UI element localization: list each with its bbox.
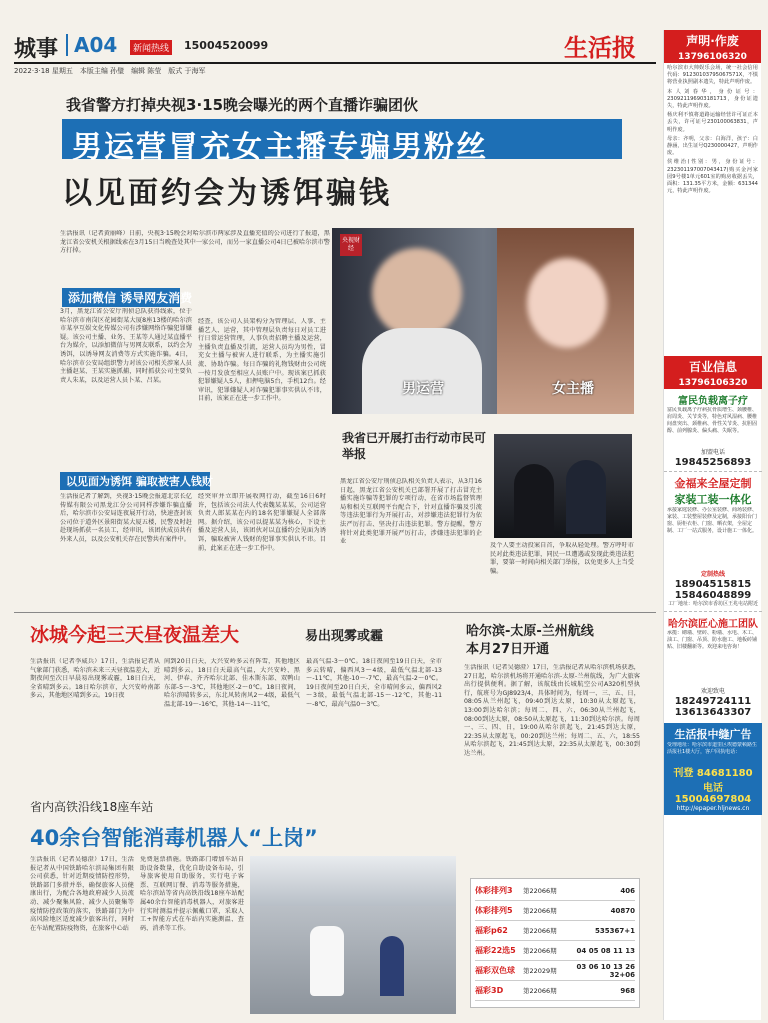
ad3-title: 哈尔滨匠心施工团队 bbox=[668, 619, 758, 630]
lottery-numbers: 40870 bbox=[610, 906, 635, 915]
ad4-website[interactable]: http://epaper.hljnews.cn bbox=[676, 805, 750, 812]
lottery-issue: 第22029期 bbox=[523, 967, 557, 975]
male-body bbox=[362, 328, 482, 414]
ad-classified bbox=[664, 723, 762, 815]
robot-kicker: 省内高铁沿线18座车站 bbox=[30, 800, 154, 814]
male-face bbox=[372, 248, 462, 338]
lottery-numbers: 968 bbox=[620, 986, 635, 995]
paper-logo: 生活报 bbox=[564, 33, 636, 62]
ad-construction bbox=[664, 611, 762, 721]
ad3-text: 承揽：砌墙、壁砖、粉墙、水电、木工、油工、门窗、吊顶、防水施工、地板砖铺贴、旧楼翻新等。欢迎来电咨询！ bbox=[667, 630, 758, 650]
section-name: 城事 bbox=[14, 36, 59, 62]
notice-item: 侯维治(性别：男，身份证号：232301197007043417)购买金河家园9号楼1单元601室的购房收据丢失，面积：131.35平方米，金额：631344元，特此声明作废。 bbox=[667, 159, 758, 195]
ad2-title-2: 家装工装一体化 bbox=[674, 493, 752, 506]
ad1-label: 加盟电话 bbox=[700, 449, 725, 456]
notice-item: 母亲：齐明，父亲：白海洋，孩子：白静涵，出生证号Q230000427，声明作废。 bbox=[667, 135, 758, 157]
ad2-text: 承接家庭装修、办公室装修、商场装修、家装、工装整屋装修及定制，承接阳台门窗、厨柜衣柜、门窗、晒衣架，全屋定制、工厂一站式服务，设计施工一体化。 bbox=[667, 507, 758, 534]
notice-item: 本人刘春华，身份证号：230921196903181713，身份证遗失，特此声明作废。 bbox=[667, 88, 758, 110]
lottery-game: 福彩3D bbox=[475, 986, 504, 995]
lead-headline-2: 以见面约会为诱饵骗钱 bbox=[62, 176, 392, 211]
tv-logo: 央视财经 bbox=[340, 234, 362, 256]
lead-text-3: 生活报记者了解到，央视3·15晚会报道北京长亿传媒有限公司黑龙江分公司同样涉嫌诈骗直播后，哈尔滨市公安局连夜展开行动，快速查封该公司位于道外区景阳街某大厦五楼，民警及时赶赴现场抓获一名员工，经审讯，该团伙成员共有外来人员，以及公安机关存在民警共有案件中。 bbox=[60, 493, 192, 543]
robot-col-1: 生活报讯（记者吴德澄）17日，生活报记者从中国铁路哈尔滨局集团有限公司获悉，针对近期疫情防控形势，铁路部门多措并举，确保旅客人员健康出行，为配合各地政府减少人员流动、减少聚集风险、减少人员聚集等疫情防控政策的落实，铁路部门为中高风险地区适度减少旅客出行，同时在车站配置防疫物资，在旅客中心站 bbox=[30, 856, 134, 932]
flight-text: 生活报讯（记者吴德澄）17日，生活报记者从哈尔滨机场获悉，27日起，哈尔滨机场将开通哈尔滨-太原-兰州航线，为广大旅客出行提供便利。据了解，该航线由长城航空公司A320机型执行，航班号为GJ8923/4，具体时间为，每周一、三、五、日，08:05从兰州起飞，09:40到达太原，10:30从太原起飞，13:00到达哈尔滨；每周二、四、六，06:30从兰州起飞，08:00到达太原，08:50从太原起飞，11:30到达哈尔滨。每周一、三、四、日，19:00从哈尔滨起飞，21:45到达太原，22:35从太原起飞，00:20到达兰州；每周二、五、六，18:55从哈尔滨起飞，21:45到达太原，22:35从太原起飞，00:30到达兰州。 bbox=[464, 664, 640, 757]
lottery-issue: 第22066期 bbox=[523, 887, 557, 895]
lottery-issue: 第22066期 bbox=[523, 947, 557, 955]
lottery-numbers: 03 06 10 13 26 32+06 bbox=[576, 962, 635, 979]
section-rule bbox=[14, 612, 656, 613]
date-line: 2022·3·18 星期五 本版主编 孙璧 编辑 陈莹 版式 于海军 bbox=[14, 67, 206, 75]
lottery-issue: 第22066期 bbox=[523, 927, 557, 935]
hotline-number: 15004520099 bbox=[184, 39, 269, 52]
station-photo bbox=[250, 856, 456, 1014]
info-title: 百业信息 bbox=[664, 356, 762, 377]
flight-title-1: 哈尔滨-太原-兰州航线 bbox=[466, 624, 594, 639]
flight-title-2: 本月27日开通 bbox=[466, 642, 550, 657]
lead-kicker: 我省警方打掉央视3·15晚会曝光的两个直播诈骗团伙 bbox=[66, 96, 419, 114]
info-phone: 13796106320 bbox=[664, 377, 762, 389]
lottery-issue: 第22066期 bbox=[523, 987, 557, 995]
ad4-phone-2: 15004697804 bbox=[674, 794, 752, 805]
ad1-title: 富民负载离子疗 bbox=[678, 396, 748, 407]
notice-list bbox=[664, 63, 761, 199]
lottery-row bbox=[475, 881, 635, 901]
lead-headline-bar bbox=[62, 119, 622, 165]
lead-subhead-2: 以见面为诱饵 骗取被害人钱财 bbox=[60, 472, 210, 490]
ad3-phone-2: 13613643307 bbox=[674, 707, 752, 718]
robot-figure bbox=[310, 926, 344, 996]
lottery-rows bbox=[475, 881, 635, 1001]
lottery-row bbox=[475, 941, 635, 961]
ad4-phone-1: 84681180 bbox=[696, 768, 753, 779]
lottery-row bbox=[475, 901, 635, 921]
notice-item: 哈尔滨市大帅娱乐会场，统一社会信用代码：91230103795067571X，不慎将营业执照副本遗失，特此声明作废。 bbox=[667, 65, 758, 86]
notice-item: 杨庆利不慎将道路运输经营许可证正本丢失，许可证号230100063831，声明作废。 bbox=[667, 112, 758, 133]
weather-col-2: 间到20日白天，大兴安岭多云有阵雪，其他地区晴到多云。18日白天最高气温，大兴安岭、黑河、伊春、齐齐哈尔北部、佳木斯东部、双鸭山东部-5～-3℃，其他地区-2～0℃。18日夜间，哈尔滨晴转多云，东北风转南风2～4级，最低气温北部-19～-16℃，其他-14～-11℃， bbox=[164, 658, 300, 708]
robot-headline: 40余台智能消毒机器人“上岗” bbox=[30, 826, 318, 850]
weather-col-3: 最高气温-3～0℃。18日夜间至19日白天，全市多云转晴，偏西风3～4级，最低气温北部-13～-11℃，其他-10～-7℃，最高气温-2～0℃。19日夜间至20日白天，全市晴间多云，偏西风2～3级，最低气温北部-15～-12℃，其他-11～-8℃，最高气温0～3℃。 bbox=[306, 658, 442, 708]
ad3-label: 欢迎致电 bbox=[700, 688, 725, 695]
arrest-photo bbox=[494, 434, 632, 538]
ad2-phone-2: 15846048899 bbox=[674, 590, 752, 601]
divider bbox=[66, 34, 68, 56]
ad-decoration bbox=[664, 471, 762, 611]
suspect-figure bbox=[514, 464, 554, 534]
notice-phone: 13796106320 bbox=[664, 51, 761, 63]
caption-male: 男运营 bbox=[402, 381, 444, 397]
ad2-address: 工厂地址：哈尔滨市香坊区王兆屯站附近 bbox=[667, 601, 758, 607]
lottery-row bbox=[475, 981, 635, 1001]
ad-healthcare bbox=[664, 389, 762, 471]
lottery-game: 体彩排列5 bbox=[475, 906, 513, 915]
lottery-game: 福彩22选5 bbox=[475, 946, 516, 955]
lead-subhead-1: 添加微信 诱导网友消费 bbox=[62, 288, 180, 307]
weather-title: 冰城今起三天昼夜温差大 bbox=[30, 624, 240, 646]
lottery-numbers: 406 bbox=[620, 886, 635, 895]
lottery-row bbox=[475, 921, 635, 941]
hotline-tag: 新闻热线 bbox=[130, 40, 172, 55]
box-text-1: 黑龙江省公安厅刑侦总队相关负责人表示，从3月16日起，黑龙江省公安机关已部署开展了打击冒充主播实施诈骗等犯罪的专项行动，在省市场监督管理局和相关互联网平台配合下，针对直播诈骗及引流等违法犯罪行为开展打击，对涉嫌违法犯罪行为依法严厉打击、坚决打击违法犯罪。警方提醒，警方将针对此类犯罪开展严厉打击，涉嫌违法犯罪的企业 bbox=[340, 478, 482, 546]
ad2-label: 定制热线 bbox=[700, 571, 725, 578]
female-face bbox=[527, 258, 607, 348]
notice-title: 声明·作废 bbox=[664, 30, 761, 51]
lead-text-4: 经突审并立即开展收网行动，截至16日6时许，包括该公司法人代表魏某某某，公司运营负责人郎某某在内的18名犯罪嫌疑人全部落网。据介绍，该公司以提某某为核心，下设主播及运营人员，该团伙对以直播约会见面为诱饵，骗取被害人钱财的犯罪事实供认不讳。目前，此案正在进一步工作中。 bbox=[198, 493, 326, 552]
page-number: A04 bbox=[74, 33, 118, 57]
caption-female: 女主播 bbox=[552, 381, 594, 397]
lottery-issue: 第22066期 bbox=[523, 907, 557, 915]
lottery-numbers: 04 05 08 11 13 bbox=[576, 946, 635, 955]
lead-text-1: 3月，黑龙江省公安厅刑侦总队获得线索，位于哈尔滨市南岗区花园街某大厦8座13楼的哈尔滨市某享互娱文化传媒公司有涉嫌网络诈骗犯罪嫌疑。该公司主播、业务、王某等人通过某直播平台为媒介，以添加微信与男网友联系，以约会为诱饵，以诱导网友消费等方式实施诈骗。4日，哈尔滨市公安局组织警力对该公司相关涉案人员主播赵某、王某实施抓捕，同时抓获公司主要负责人朱某，以及运营人员卜某、吕某。 bbox=[60, 308, 192, 384]
ad4-phone-label-2: 电话 bbox=[703, 783, 723, 794]
lottery-table bbox=[470, 878, 640, 1008]
weather-col-1: 生活报讯（记者李威兵）17日，生活报记者从气象部门获悉，哈尔滨未来三天昼夜温差大，近期夜间至次日早晨易出现雾或霾，18日白天，全省晴到多云。18日哈尔滨市，大兴安岭南部多云，其他地区晴到多云。19日夜 bbox=[30, 658, 160, 700]
ad4-text: 受理地址：哈尔滨市道里区埃德蒙顿路生活报社1楼大厅，客户回执电话： bbox=[667, 742, 758, 755]
lottery-row bbox=[475, 961, 635, 981]
ad2-phone-1: 18904515815 bbox=[674, 579, 752, 590]
lottery-game: 福彩p62 bbox=[475, 926, 508, 935]
ad2-title-1: 金福来全屋定制 bbox=[674, 477, 752, 490]
lead-photo bbox=[332, 228, 634, 414]
lottery-numbers: 535367+1 bbox=[595, 926, 635, 935]
weather-subtitle: 易出现雾或霾 bbox=[305, 629, 384, 644]
lottery-game: 体彩排列3 bbox=[475, 886, 513, 895]
lead-intro: 生活报讯（记者黄丽峰）日前，央视3·15晚会对哈尔滨市两家涉及直播充值的公司进行了报道，黑龙江省公安机关根据线索在3月15日当晚查处其中一家公司，而另一家直播公司4日已被哈尔滨市警方打掉。 bbox=[60, 230, 330, 255]
box-title: 我省已开展打击行动市民可举报 bbox=[342, 431, 487, 461]
page-header bbox=[14, 30, 654, 62]
ad4-title: 生活报中缝广告 bbox=[674, 728, 752, 741]
lead-text-2: 经查，该公司人员架构分为管理层、人事、主播艺人、运营，其中管理层负责每日对员工进行日常运营管理，人事负责招聘主播及运营，主播负责直播及引流，运营人员均为男性，冒充女主播与被害人进行联系，为主播实施引流、协助诈骗。每日诈骗的礼物钱财由公司统一按月发放至相应人员账户中。现该案已抓获犯罪嫌疑人5人，扣押电脑5台，手机12台。经审讯，犯罪嫌疑人对诈骗犯罪事实供认不讳，目前，该案正在进一步工作中。 bbox=[198, 318, 326, 403]
box-text-2: 及个人要主动投案自首，争取从轻处理。警方呼吁市民对此类违法犯罪，同民一旦遭遇或发现此类违法犯罪，要第一时间向相关部门举报，以免更多人上当受骗。 bbox=[490, 542, 634, 575]
lottery-game: 福彩双色球 bbox=[475, 966, 515, 975]
ad1-text: 富民负载离子疗病抗骨质增生、颈腰椎、肩周炎、关节炎等，特色对风湿病、腰椎间盘突出、颈椎病、骨性关节炎、抗胆固醇、前列腺炎、偏头痛、失眠等。 bbox=[667, 407, 758, 434]
ad1-phone: 19845256893 bbox=[674, 457, 752, 468]
ad3-phone-1: 18249724111 bbox=[674, 696, 752, 707]
station-ceiling bbox=[250, 856, 456, 906]
officer-figure bbox=[566, 460, 606, 534]
ad4-phone-label-1: 刊登 bbox=[673, 768, 694, 779]
passenger-figure bbox=[380, 936, 404, 996]
header-rule bbox=[14, 62, 656, 64]
sidebar bbox=[663, 30, 761, 1020]
robot-col-2: 免费退票措施。铁路部门增加车站自助设备数量，优化自助设备布局，引导旅客使用自助服务，实行电子客票、互联网订餐、消毒等服务措施，哈尔滨站等省内高铁沿线18座车站配属40余台智能消毒机器人，对旅客进行实时测温并提示佩戴口罩，采取人工+智能方式在车站内实施测温、查码、消杀等工作。 bbox=[140, 856, 244, 932]
lead-headline-1: 男运营冒充女主播专骗男粉丝 bbox=[72, 130, 488, 165]
